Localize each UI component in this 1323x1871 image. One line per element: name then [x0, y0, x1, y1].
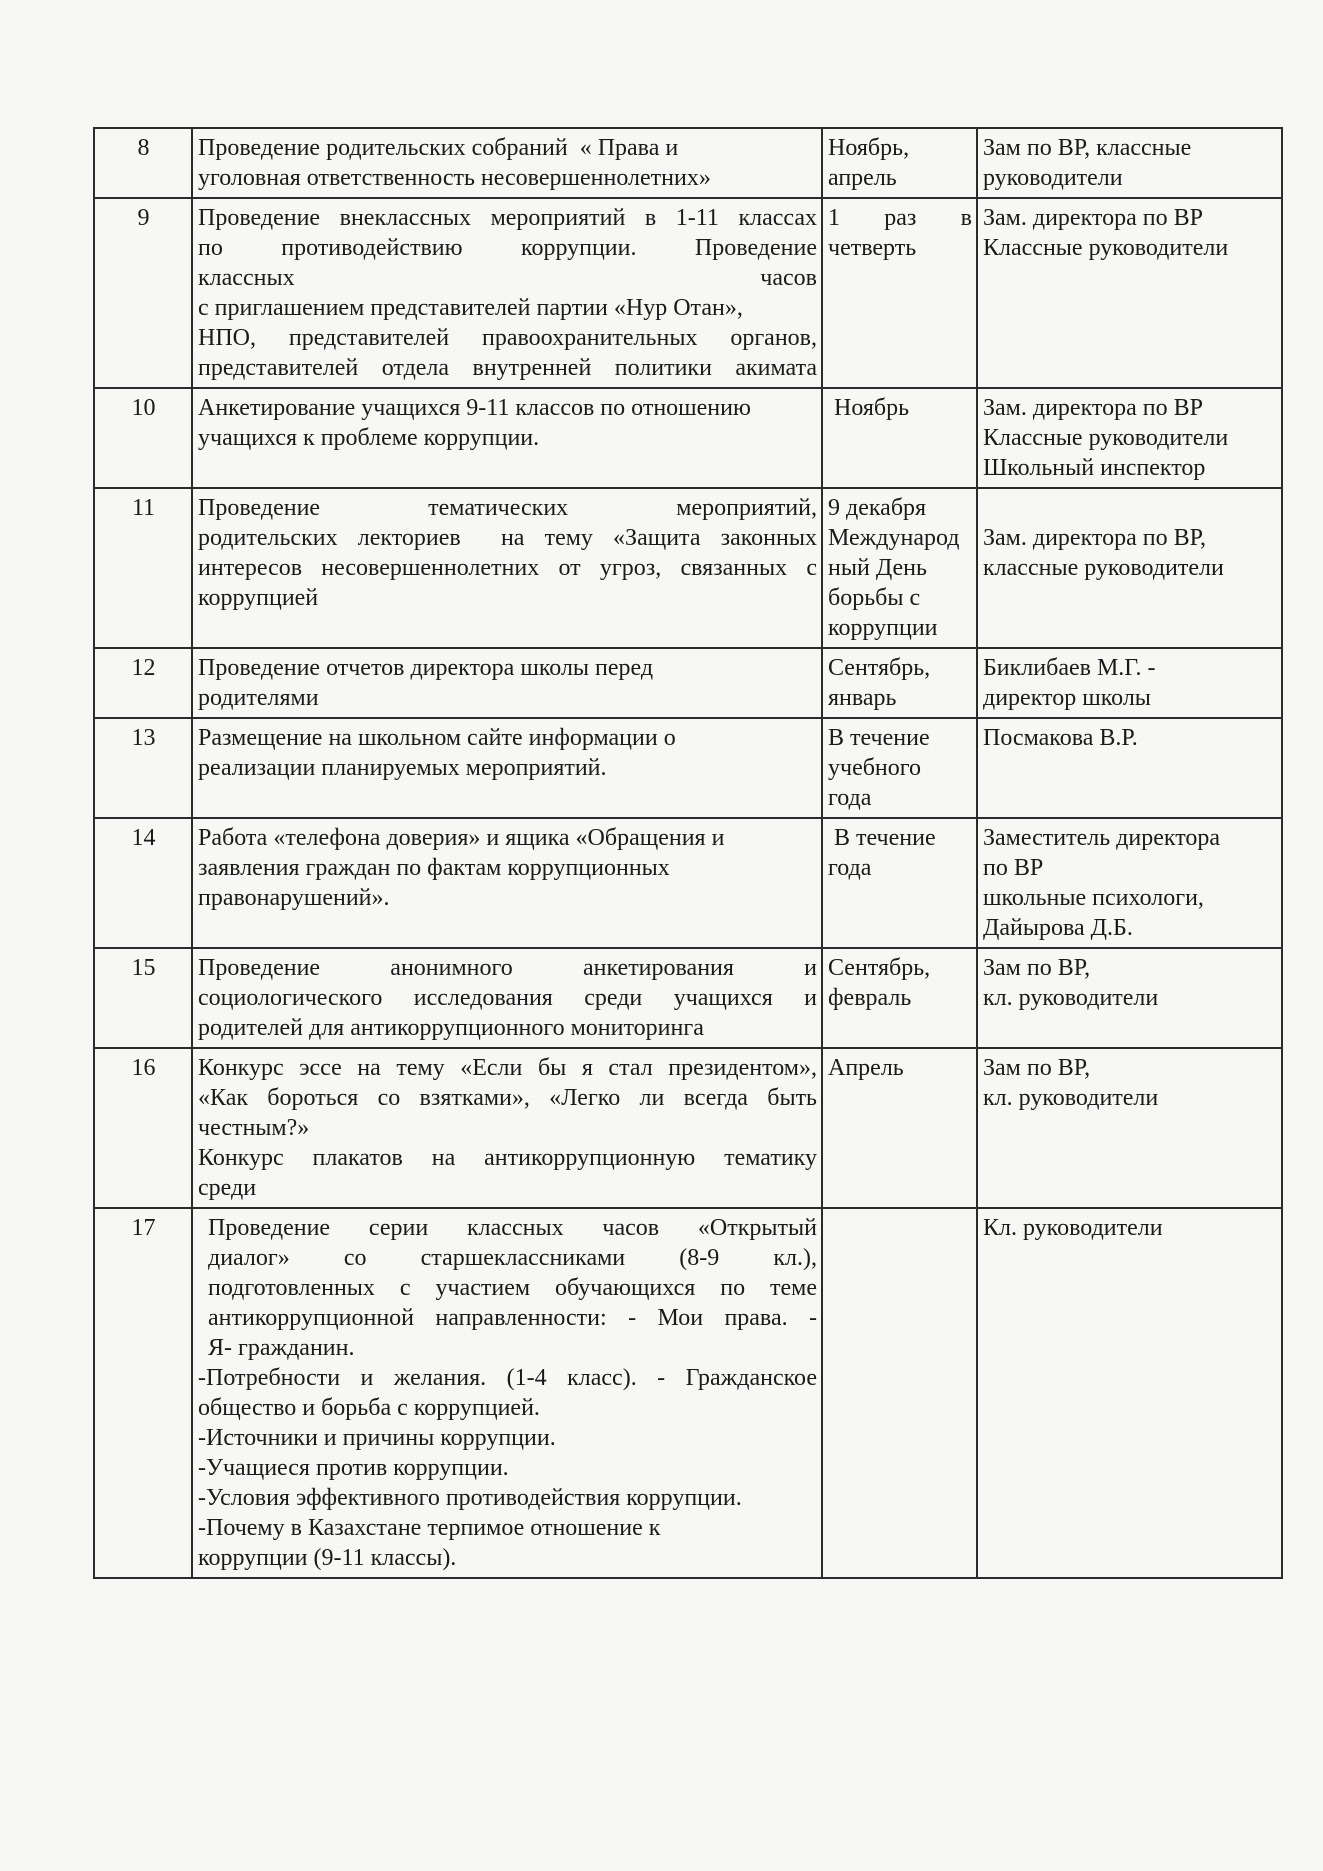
event-text-line: -Источники и причины коррупции.	[198, 1425, 556, 1451]
responsible-text-line: по ВР	[983, 855, 1044, 881]
event-text-line: Конкурс эссе на тему «Если бы я стал президентом»,	[198, 1055, 817, 1081]
event-text-line: коррупцией	[198, 585, 319, 611]
event-text-line: учащихся к проблеме коррупции.	[198, 425, 540, 451]
event-text-line: с приглашением представителей партии «Нур Отан»,	[198, 295, 743, 321]
table-row	[94, 948, 1282, 1048]
event-text-line: НПО, представителей правоохранительных органов,	[198, 325, 817, 351]
event-text-line: Конкурс плакатов на антикоррупционную тематику	[198, 1145, 817, 1171]
term-text-line: Ноябрь,	[828, 135, 910, 161]
event-text-line: Проведение внеклассных мероприятий в 1-11 классах	[198, 205, 817, 231]
responsible-cell	[977, 1048, 1282, 1208]
term-text-line: года	[828, 785, 872, 811]
responsible-cell	[977, 1208, 1282, 1578]
term-cell	[822, 198, 977, 388]
table-row	[94, 818, 1282, 948]
responsible-text-line: директор школы	[983, 685, 1151, 711]
term-cell	[822, 128, 977, 198]
event-text-line: по противодействию коррупции. Проведение	[198, 235, 817, 261]
event-text-line: Проведение анонимного анкетирования и	[198, 955, 817, 981]
responsible-text-line: классные руководители	[983, 555, 1224, 581]
term-text-line: четверть	[828, 235, 917, 261]
event-text-line: -Почему в Казахстане терпимое отношение к	[198, 1515, 661, 1541]
responsible-cell	[977, 388, 1282, 488]
event-cell	[192, 948, 822, 1048]
table-row	[94, 488, 1282, 648]
event-text-line: Размещение на школьном сайте информации о	[198, 725, 676, 751]
term-text-line: февраль	[828, 985, 912, 1011]
term-cell	[822, 1208, 977, 1578]
responsible-text-line: Зам по ВР, классные	[983, 135, 1192, 161]
responsible-text-line: школьные психологи,	[983, 885, 1204, 911]
term-text-line: Ноябрь	[828, 395, 910, 421]
term-cell	[822, 818, 977, 948]
responsible-text-line: Зам по ВР,	[983, 955, 1091, 981]
event-text-line: уголовная ответственность несовершеннолетних»	[198, 165, 711, 191]
responsible-text-line: Зам. директора по ВР	[983, 205, 1203, 231]
event-text-line: классных часов	[198, 265, 817, 291]
term-cell	[822, 1048, 977, 1208]
row-number: 10	[94, 388, 192, 488]
event-cell	[192, 488, 822, 648]
term-cell	[822, 648, 977, 718]
table-row	[94, 648, 1282, 718]
responsible-text-line: Заместитель директора	[983, 825, 1221, 851]
event-text-line: Проведение серии классных часов «Открытый	[208, 1215, 817, 1241]
event-text-line: -Условия эффективного противодействия коррупции.	[198, 1485, 742, 1511]
responsible-text-line: Зам по ВР,	[983, 1055, 1091, 1081]
event-text-line: подготовленных с участием обучающихся по теме	[208, 1275, 817, 1301]
event-text-line: диалог» со старшеклассниками (8-9 кл.),	[208, 1245, 817, 1271]
event-text-line: социологического исследования среди учащихся и	[198, 985, 817, 1011]
responsible-text-line: Зам. директора по ВР	[983, 395, 1203, 421]
term-text-line: ный День	[828, 555, 927, 581]
term-cell	[822, 948, 977, 1048]
event-text-line: заявления граждан по фактам коррупционных	[198, 855, 670, 881]
table-row	[94, 198, 1282, 388]
term-text-line: апрель	[828, 165, 897, 191]
row-number: 17	[94, 1208, 192, 1578]
responsible-text-line: руководители	[983, 165, 1123, 191]
term-text-line: коррупции	[828, 615, 938, 641]
responsible-text-line: Дайырова Д.Б.	[983, 915, 1133, 941]
event-text-line: Проведение родительских собраний « Права и	[198, 135, 679, 161]
event-cell	[192, 818, 822, 948]
event-text-line: интересов несовершеннолетних от угроз, связанных с	[198, 555, 817, 581]
table-body	[94, 128, 1282, 1578]
responsible-text-line: кл. руководители	[983, 1085, 1159, 1111]
table-row	[94, 1048, 1282, 1208]
table-row	[94, 128, 1282, 198]
event-text-line: Анкетирование учащихся 9-11 классов по отношению	[198, 395, 751, 421]
responsible-text-line: Классные руководители	[983, 425, 1229, 451]
event-text-line: Проведение тематических мероприятий,	[198, 495, 817, 521]
responsible-cell	[977, 948, 1282, 1048]
responsible-cell	[977, 818, 1282, 948]
event-cell	[192, 388, 822, 488]
responsible-cell	[977, 648, 1282, 718]
term-cell	[822, 488, 977, 648]
responsible-text-line: кл. руководители	[983, 985, 1159, 1011]
event-cell	[192, 718, 822, 818]
row-number: 15	[94, 948, 192, 1048]
event-cell	[192, 198, 822, 388]
event-text-line: среди	[198, 1175, 257, 1201]
event-text-line: правонарушений».	[198, 885, 390, 911]
row-number: 9	[94, 198, 192, 388]
responsible-cell	[977, 198, 1282, 388]
table-row	[94, 1208, 1282, 1578]
event-cell	[192, 1048, 822, 1208]
row-number: 13	[94, 718, 192, 818]
term-text-line: 1 раз в	[828, 205, 972, 231]
term-cell	[822, 718, 977, 818]
term-text-line: В течение	[828, 725, 930, 751]
term-text-line: Сентябрь,	[828, 655, 931, 681]
event-text-line: общество и борьба с коррупцией.	[198, 1395, 540, 1421]
event-text-line: «Как бороться со взятками», «Легко ли всегда быть	[198, 1085, 817, 1111]
row-number: 8	[94, 128, 192, 198]
event-text-line: -Потребности и желания. (1-4 класс). - Гражданское	[198, 1365, 817, 1391]
term-text-line: 9 декабря	[828, 495, 927, 521]
event-cell	[192, 128, 822, 198]
responsible-cell	[977, 488, 1282, 648]
responsible-text-line: Классные руководители	[983, 235, 1229, 261]
row-number: 14	[94, 818, 192, 948]
event-text-line: родительских лекториев на тему «Защита законных	[198, 525, 817, 551]
term-text-line: Апрель	[828, 1055, 904, 1081]
table-row	[94, 388, 1282, 488]
term-text-line: Сентябрь,	[828, 955, 931, 981]
term-text-line: года	[828, 855, 872, 881]
event-text-line: коррупции (9-11 классы).	[198, 1545, 457, 1571]
term-text-line: январь	[828, 685, 897, 711]
activity-table	[93, 127, 1283, 1579]
table-row	[94, 718, 1282, 818]
responsible-text-line: Зам. директора по ВР,	[983, 525, 1206, 551]
event-text-line: Работа «телефона доверия» и ящика «Обращения и	[198, 825, 725, 851]
event-text-line: честным?»	[198, 1115, 310, 1141]
row-number: 12	[94, 648, 192, 718]
responsible-cell	[977, 128, 1282, 198]
term-text-line: борьбы с	[828, 585, 921, 611]
responsible-text-line: Посмакова В.Р.	[983, 725, 1138, 751]
term-text-line: учебного	[828, 755, 922, 781]
row-number: 16	[94, 1048, 192, 1208]
event-text-line: представителей отдела внутренней политики акимата	[198, 355, 817, 381]
responsible-text-line	[983, 493, 1277, 523]
event-text-line: -Учащиеся против коррупции.	[198, 1455, 509, 1481]
term-text-line: Международ	[828, 525, 960, 551]
row-number: 11	[94, 488, 192, 648]
event-cell	[192, 1208, 822, 1578]
event-text-line: Проведение отчетов директора школы перед	[198, 655, 654, 681]
responsible-cell	[977, 718, 1282, 818]
responsible-text-line: Кл. руководители	[983, 1215, 1163, 1241]
event-text-line: Я- гражданин.	[208, 1335, 355, 1361]
event-text-line: родителями	[198, 685, 319, 711]
event-text-line: антикоррупционной направленности: - Мои права. -	[208, 1305, 817, 1331]
responsible-text-line: Школьный инспектор	[983, 455, 1206, 481]
term-cell	[822, 388, 977, 488]
event-text-line: родителей для антикоррупционного мониторинга	[198, 1015, 704, 1041]
responsible-text-line: Биклибаев М.Г. -	[983, 655, 1156, 681]
event-text-line: реализации планируемых мероприятий.	[198, 755, 607, 781]
term-text-line: В течение	[828, 825, 936, 851]
event-cell	[192, 648, 822, 718]
